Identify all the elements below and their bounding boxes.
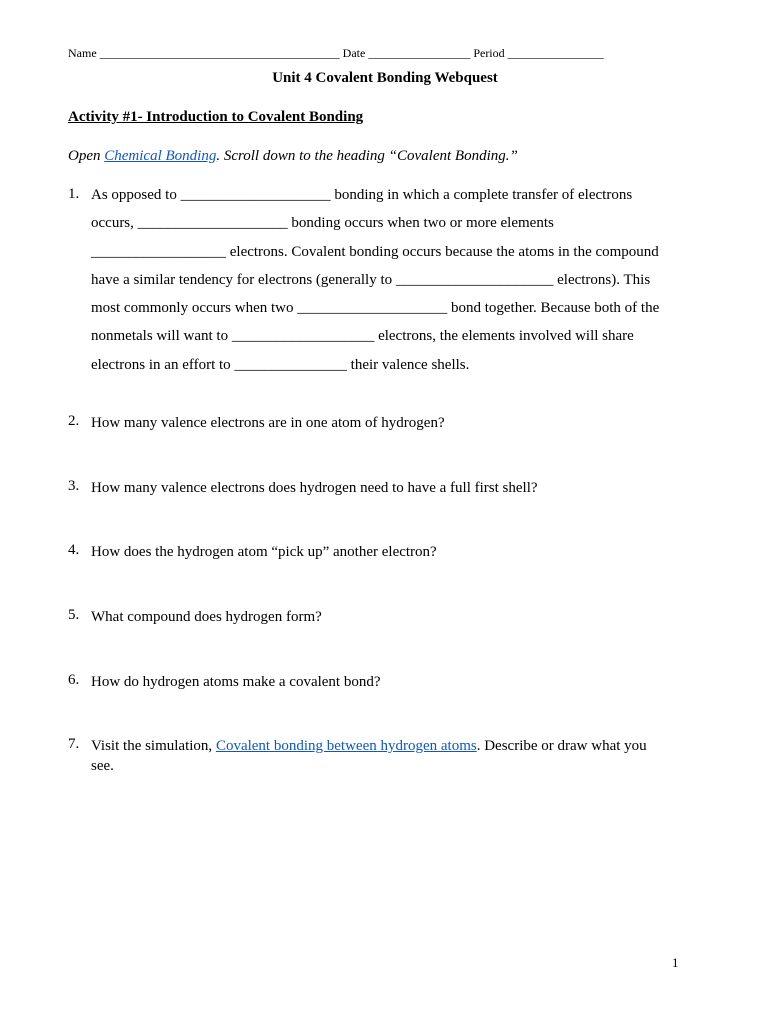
question-6-number: 6. xyxy=(68,672,80,688)
name-blank: ________________________________________ xyxy=(99,46,340,60)
period-label: Period xyxy=(473,46,505,60)
question-2-number: 2. xyxy=(68,413,80,429)
name-label: Name xyxy=(68,46,97,60)
question-1 xyxy=(91,186,681,384)
question-1-line: nonmetals will want to ___________________ electrons, the elements involved will share xyxy=(91,328,634,345)
activity-heading: Activity #1- Introduction to Covalent Bonding xyxy=(68,109,364,125)
question-1-line: have a similar tendency for electrons (generally to _____________________ electrons). This xyxy=(91,271,651,288)
student-info-line xyxy=(68,46,708,61)
question-1-line: occurs, ____________________ bonding occurs when two or more elements xyxy=(91,215,554,232)
question-7-text xyxy=(91,736,666,776)
date-blank: _________________ xyxy=(368,46,471,60)
question-3-text: How many valence electrons does hydrogen need to have a full first shell? xyxy=(91,480,538,496)
question-1-line: __________________ electrons. Covalent bonding occurs because the atoms in the compound xyxy=(91,243,659,260)
question-2-text: How many valence electrons are in one atom of hydrogen? xyxy=(91,415,445,431)
page-number: 1 xyxy=(672,955,679,970)
instruction-text xyxy=(68,148,518,165)
period-blank: ________________ xyxy=(507,46,604,60)
question-7-number: 7. xyxy=(68,736,80,752)
question-3-number: 3. xyxy=(68,478,80,494)
question-7-before: Visit the simulation, xyxy=(91,738,216,754)
question-4-text: How does the hydrogen atom “pick up” another electron? xyxy=(91,544,437,560)
question-4-number: 4. xyxy=(68,542,80,558)
instruction-open: Open xyxy=(68,148,105,164)
question-1-number: 1. xyxy=(68,186,80,202)
question-6-text: How do hydrogen atoms make a covalent bond? xyxy=(91,674,381,690)
date-label: Date xyxy=(342,46,366,60)
question-1-line: most commonly occurs when two ____________________ bond together. Because both of the xyxy=(91,300,660,317)
question-1-line: As opposed to ____________________ bonding in which a complete transfer of electrons xyxy=(91,187,633,203)
question-5-text: What compound does hydrogen form? xyxy=(91,609,322,625)
instruction-rest: . Scroll down to the heading “Covalent Bonding.” xyxy=(216,148,518,164)
covalent-simulation-link[interactable]: Covalent bonding between hydrogen atoms xyxy=(215,738,477,754)
page-title: Unit 4 Covalent Bonding Webquest xyxy=(272,70,498,86)
question-7-after: . Describe or draw what you see. xyxy=(91,738,647,774)
question-5-number: 5. xyxy=(68,607,80,623)
chemical-bonding-link[interactable]: Chemical Bonding xyxy=(104,148,217,164)
question-1-line: electrons in an effort to _______________ their valence shells. xyxy=(91,356,470,373)
